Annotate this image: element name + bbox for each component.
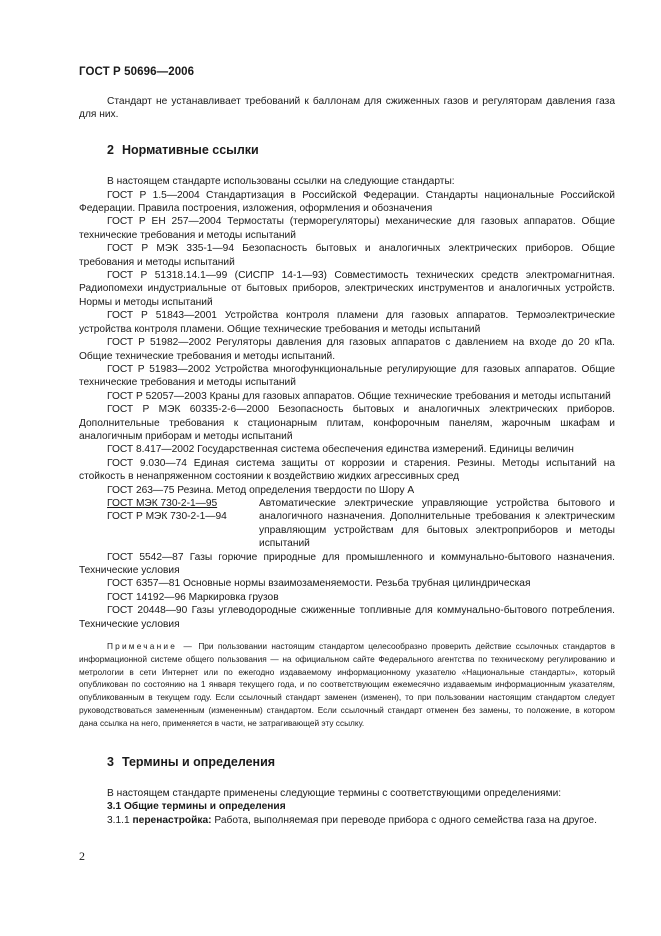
section-3-lead: В настоящем стандарте применены следующие термины с соответствующими определениями:	[107, 788, 562, 800]
section-3-number: 3	[107, 754, 114, 769]
subsection-3-1-title: 3.1 Общие термины и определения	[107, 801, 286, 813]
reference-item: ГОСТ 8.417—2002 Государственная система обеспечения единства измерений. Единицы величин	[107, 444, 574, 456]
section-3-title: Термины и определения	[121, 754, 276, 769]
combined-reference-code: ГОСТ Р МЭК 730-2-1—94	[107, 511, 227, 523]
reference-item: ГОСТ Р 51843—2001 Устройства контроля пламени для газовых аппаратов. Термоэлектрические устройства контроля пламени. Общие технические требования и методы испытаний	[79, 310, 615, 335]
reference-item: ГОСТ Р 51983—2002 Устройства многофункциональные регулирующие для газовых аппаратов. Общие технические требования и методы испытаний	[79, 363, 615, 389]
combined-reference-codes	[107, 497, 259, 551]
reference-item: ГОСТ Р 51318.14.1—99 (СИСПР 14-1—93) Совместимость технических средств электромагнитная. Радиопомехи индустриальные от бытовых приборов, электрических инструментов и аналогичных устройств. Нормы и методы испытаний	[79, 270, 615, 308]
section-2-title: Нормативные ссылки	[121, 142, 259, 157]
reference-item: ГОСТ 14192—96 Маркировка грузов	[107, 591, 279, 603]
note-text: При пользовании настоящим стандартом целесообразно проверить действие ссылочных стандартов в информационной системе общего пользования — на официальном сайте Федерального агентства по техническому регулированию и метрологии в сети Интернет или по ежегодно издаваемому информационному указателю «Национальные стандарты», который опубликован по состоянию на 1 января текущего года, и по соответствующим ежемесячно издаваемым информационным указателям, опубликованным в текущем году. Если ссылочный стандарт заменен (изменен), то при пользовании настоящим стандартом следует руководствоваться замененным (измененным) стандартом. Если ссылочный стандарт отменен без замены, то положение, в котором дана ссылка на него, применяется в части, не затрагивающей эту ссылку.	[79, 641, 616, 728]
combined-reference	[107, 497, 615, 551]
section-2-heading	[107, 144, 615, 157]
reference-item: ГОСТ Р ЕН 257—2004 Термостаты (терморегуляторы) механические для газовых аппаратов. Общие технические требования и методы испытаний	[79, 216, 615, 241]
section-2-lead: В настоящем стандарте использованы ссылки на следующие стандарты:	[107, 176, 455, 188]
reference-item: ГОСТ Р МЭК 60335-2-6—2000 Безопасность бытовых и аналогичных электрических приборов. Дополнительные требования к стационарным плитам, конфорочным панелям, жарочным шкафам и аналогичным приборам и методы испытаний	[79, 404, 615, 442]
reference-item: ГОСТ Р 1.5—2004 Стандартизация в Российской Федерации. Стандарты национальные Российской Федерации. Правила построения, изложения, оформления и обозначения	[79, 189, 615, 215]
section-2-number: 2	[107, 142, 114, 157]
reference-item: ГОСТ 20448—90 Газы углеводородные сжиженные топливные для коммунально-бытового потребления. Технические условия	[79, 605, 615, 630]
document-header: ГОСТ Р 50696—2006	[79, 66, 195, 78]
combined-reference-code: ГОСТ МЭК 730-2-1—95	[107, 497, 218, 509]
note-label: Примечание —	[107, 641, 195, 652]
reference-item: ГОСТ 263—75 Резина. Метод определения твердости по Шору А	[107, 484, 415, 496]
term-name: перенастройка:	[132, 814, 212, 826]
reference-item: ГОСТ 6357—81 Основные нормы взаимозаменяемости. Резьба трубная цилиндрическая	[107, 578, 531, 590]
reference-item: ГОСТ 9.030—74 Единая система защиты от коррозии и старения. Резины. Методы испытаний на стойкость в ненапряженном состоянии к воздействию жидких агрессивных сред	[79, 457, 615, 483]
reference-item: ГОСТ Р 52057—2003 Краны для газовых аппаратов. Общие технические требования и методы испытаний	[107, 390, 611, 402]
section-3-heading	[107, 756, 615, 769]
term-number: 3.1.1	[107, 814, 130, 826]
document-body	[79, 95, 615, 827]
term-definition-text: Работа, выполняемая при переводе прибора с одного семейства газа на другое.	[214, 814, 597, 826]
page-number: 2	[79, 849, 85, 863]
intro-paragraph: Стандарт не устанавливает требований к баллонам для сжиженных газов и регуляторам давления газа для них.	[79, 96, 615, 121]
reference-item: ГОСТ 5542—87 Газы горючие природные для промышленного и коммунально-бытового назначения. Технические условия	[79, 551, 615, 576]
note-paragraph	[79, 640, 615, 730]
reference-item: ГОСТ Р МЭК 335-1—94 Безопасность бытовых и аналогичных электрических приборов. Общие требования и методы испытаний	[79, 243, 615, 268]
term-definition	[79, 814, 615, 827]
combined-reference-text: Автоматические электрические управляющие устройства бытового и аналогичного назначения. Дополнительные требования к электрическим управляющим устройствам для бытовых электроприборов и методы испытаний	[259, 497, 615, 550]
reference-item: ГОСТ Р 51982—2002 Регуляторы давления для газовых аппаратов с давлением на входе до 20 кПа. Общие технические требования и методы испытаний.	[79, 337, 615, 362]
